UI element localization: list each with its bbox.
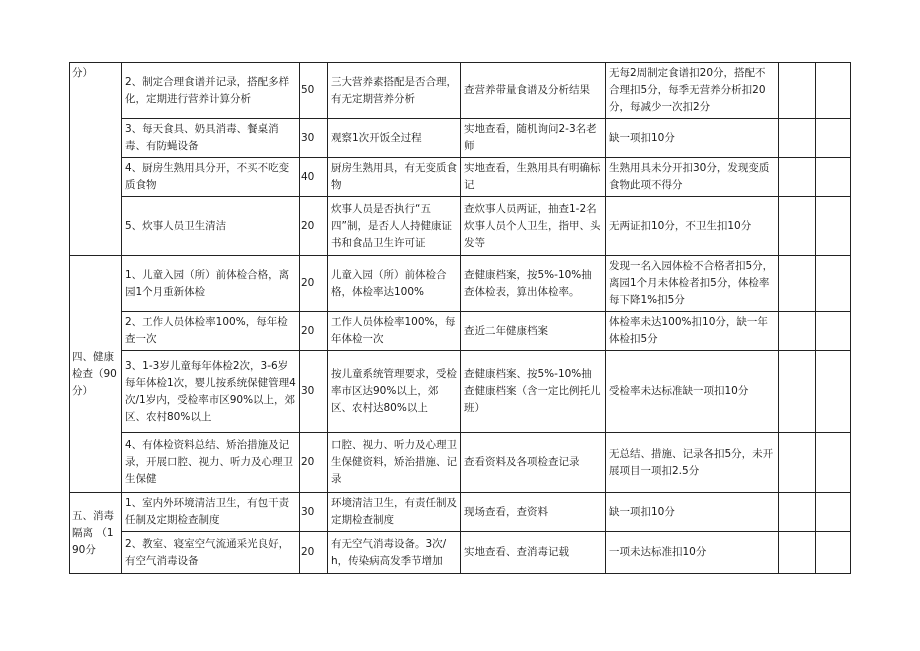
score-cell: 20 [300,433,328,493]
category-cell: 四、健康检查（90分） [70,256,122,493]
table-row [70,158,851,197]
blank-cell [779,197,816,256]
blank-cell [779,63,816,119]
method-cell: 查看资料及各项检查记录 [461,433,606,493]
method-cell: 查炊事人员两证，抽查1-2名炊事人员个人卫生，指甲、头发等 [461,197,606,256]
standard-cell: 工作人员体检率100%，每年体检一次 [328,312,461,351]
method-cell: 实地查看，生熟用具有明确标记 [461,158,606,197]
blank-cell [779,351,816,433]
blank-cell [779,119,816,158]
method-cell: 实地查看，随机询问2-3名老师 [461,119,606,158]
score-cell: 30 [300,119,328,158]
item-cell: 3、1-3岁儿童每年体检2次，3-6岁每年体检1次，婴儿按系统保健管理4次/1岁内，受检率市区90%以上，郊区、农村80%以上 [122,351,300,433]
deduction-cell: 缺一项扣10分 [606,493,779,532]
item-cell: 4、厨房生熟用具分开，不买不吃变质食物 [122,158,300,197]
item-cell: 5、炊事人员卫生清洁 [122,197,300,256]
score-cell: 20 [300,256,328,312]
deduction-cell: 受检率未达标准缺一项扣10分 [606,351,779,433]
blank-cell [816,158,851,197]
blank-cell [816,493,851,532]
method-cell: 查健康档案、按5%-10%抽查健康档案（含一定比例托儿班） [461,351,606,433]
blank-cell [816,119,851,158]
standard-cell: 儿童入园（所）前体检合格，体检率达100% [328,256,461,312]
blank-cell [779,256,816,312]
table-row [70,532,851,574]
standard-cell: 环境清洁卫生，有责任制及定期检查制度 [328,493,461,532]
evaluation-table [69,62,851,574]
deduction-cell: 一项未达标准扣10分 [606,532,779,574]
item-cell: 2、制定合理食谱并记录，搭配多样化，定期进行营养计算分析 [122,63,300,119]
standard-cell: 炊事人员是否执行“五四”制，是否人人持健康证书和食品卫生许可证 [328,197,461,256]
item-cell: 4、有体检资料总结、矫治措施及记录，开展口腔、视力、听力及心理卫生保健 [122,433,300,493]
table-row [70,197,851,256]
blank-cell [816,312,851,351]
blank-cell [779,493,816,532]
deduction-cell: 无两证扣10分，不卫生扣10分 [606,197,779,256]
method-cell: 现场查看，查资料 [461,493,606,532]
blank-cell [779,158,816,197]
method-cell: 查健康档案，按5%-10%抽查体检表，算出体检率。 [461,256,606,312]
deduction-cell: 生熟用具未分开扣30分，发现变质食物此项不得分 [606,158,779,197]
item-cell: 1、儿童入园（所）前体检合格，离园1个月重新体检 [122,256,300,312]
item-cell: 2、工作人员体检率100%，每年检查一次 [122,312,300,351]
table-row [70,493,851,532]
score-cell: 30 [300,351,328,433]
deduction-cell: 缺一项扣10分 [606,119,779,158]
deduction-cell: 发现一名入园体检不合格者扣5分，离园1个月未体检者扣5分，体检率每下降1%扣5分 [606,256,779,312]
blank-cell [816,532,851,574]
item-cell: 3、每天食具、奶具消毒、餐桌消毒、有防蝇设备 [122,119,300,158]
standard-cell: 按儿童系统管理要求，受检率市区达90%以上，郊区、农村达80%以上 [328,351,461,433]
score-cell: 40 [300,158,328,197]
table-row [70,256,851,312]
table-row [70,351,851,433]
table-row [70,63,851,119]
blank-cell [779,532,816,574]
score-cell: 20 [300,312,328,351]
score-cell: 20 [300,197,328,256]
category-cell: 分） [70,63,122,256]
blank-cell [816,351,851,433]
table-row [70,119,851,158]
category-cell: 五、消毒隔离 （190分 [70,493,122,574]
method-cell: 查近二年健康档案 [461,312,606,351]
blank-cell [779,312,816,351]
item-cell: 1、室内外环境清洁卫生，有包干责任制及定期检查制度 [122,493,300,532]
blank-cell [779,433,816,493]
standard-cell: 三大营养素搭配是否合理，有无定期营养分析 [328,63,461,119]
standard-cell: 口腔、视力、听力及心理卫生保健资料，矫治措施、记录 [328,433,461,493]
blank-cell [816,433,851,493]
score-cell: 30 [300,493,328,532]
score-cell: 50 [300,63,328,119]
standard-cell: 有无空气消毒设备。3次/h，传染病高发季节增加 [328,532,461,574]
method-cell: 查营养带量食谱及分析结果 [461,63,606,119]
table-row [70,433,851,493]
standard-cell: 观察1次开饭全过程 [328,119,461,158]
method-cell: 实地查看、查消毒记载 [461,532,606,574]
deduction-cell: 体检率未达100%扣10分，缺一年体检扣5分 [606,312,779,351]
deduction-cell: 无每2周制定食谱扣20分，搭配不合理扣5分，每季无营养分析扣20分，每减少一次扣2分 [606,63,779,119]
blank-cell [816,197,851,256]
item-cell: 2、教室、寝室空气流通采光良好，有空气消毒设备 [122,532,300,574]
table-row [70,312,851,351]
standard-cell: 厨房生熟用具，有无变质食物 [328,158,461,197]
blank-cell [816,63,851,119]
score-cell: 20 [300,532,328,574]
deduction-cell: 无总结、措施、记录各扣5分，未开展项目一项扣2.5分 [606,433,779,493]
blank-cell [816,256,851,312]
